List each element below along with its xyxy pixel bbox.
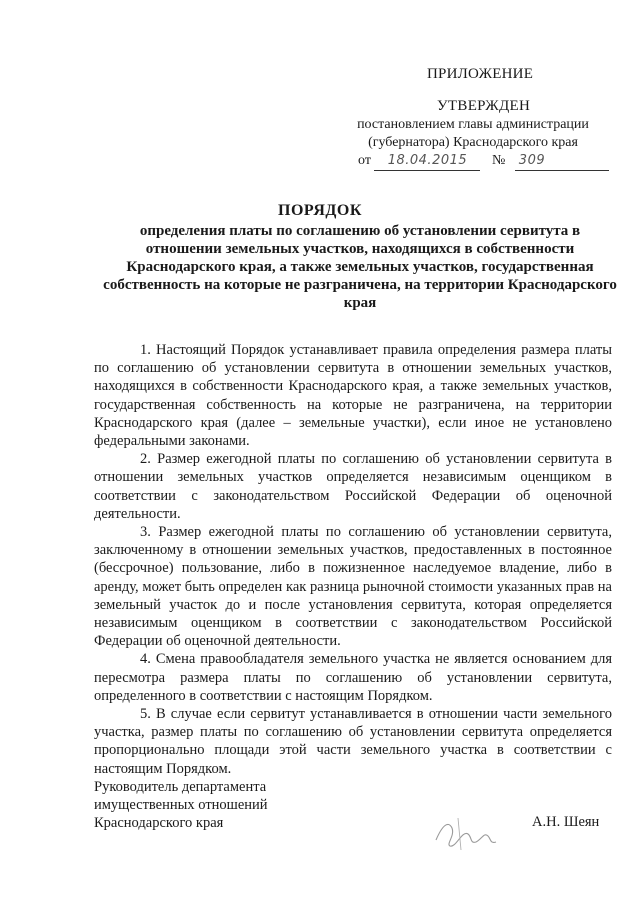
signatory-position (94, 778, 268, 832)
paragraph-3: 3. Размер ежегодной платы по соглашению об установлении сервитута, заключенному в отношении земельных участков, предоставленных в постоянное (бессрочное) пользование, либо в пожизненное наследуемое владение, либо в аренду, может быть определен как разница рыночной стоимости указанных прав на земельный участок до и после установления сервитута, которая определяется независимым оценщиком в соответствии с законодательством Российской Федерации об оценочной деятельности. (94, 524, 612, 650)
number-sign: № (491, 153, 506, 168)
document-body (94, 341, 612, 778)
position-line1: Руководитель департамента (94, 779, 267, 795)
position-line2: имущественных отношений (94, 797, 268, 813)
document-title: ПОРЯДОК (278, 202, 362, 219)
date-prefix: от (358, 153, 371, 168)
paragraph-5: 5. В случае если сервитут устанавливается в отношении части земельного участка, размер платы по соглашению об установлении сервитута определяется пропорционально площади этой части земельного участка в соответствии с настоящим Порядком. (94, 706, 612, 777)
paragraph-4: 4. Смена правообладателя земельного участка не является основанием для пересмотра размера платы по соглашению об установлении сервитута, определенного в соответствии с настоящим Порядком. (94, 651, 612, 704)
handwritten-number: 309 (515, 152, 609, 171)
handwritten-signature (428, 806, 518, 854)
approved-by-line2: (губернатора) Краснодарского края (368, 135, 578, 150)
approved-label: УТВЕРЖДЕН (437, 98, 531, 114)
paragraph-2: 2. Размер ежегодной платы по соглашению об установлении сервитута в отношении земельных участков определяется независимым оценщиком в соответствии с законодательством Российской Федерации об оценочной деятельности. (94, 451, 612, 522)
signatory-name: А.Н. Шеян (532, 814, 600, 830)
paragraph-1: 1. Настоящий Порядок устанавливает правила определения размера платы по соглашению об установлении сервитута в отношении земельных участков, находящихся в собственности Краснодарского края, а также земельных участков, государственная собственность на которые не разграничена, на территории Краснодарского края (далее – земельные участки), если иное не установлено федеральными законами. (94, 342, 612, 450)
date-number-line (358, 152, 609, 171)
approved-by-line1: постановлением главы администрации (357, 117, 589, 132)
appendix-label: ПРИЛОЖЕНИЕ (427, 66, 534, 82)
position-line3: Краснодарского края (94, 815, 224, 831)
handwritten-date: 18.04.2015 (374, 152, 480, 171)
document-subtitle: определения платы по соглашению об установлении сервитута в отношении земельных участков, находящихся в собственности Краснодарского края, а также земельных участков, государственная собственность на которые не разграничена, на территории Краснодарского края (103, 223, 617, 311)
approved-by-block (332, 116, 614, 152)
